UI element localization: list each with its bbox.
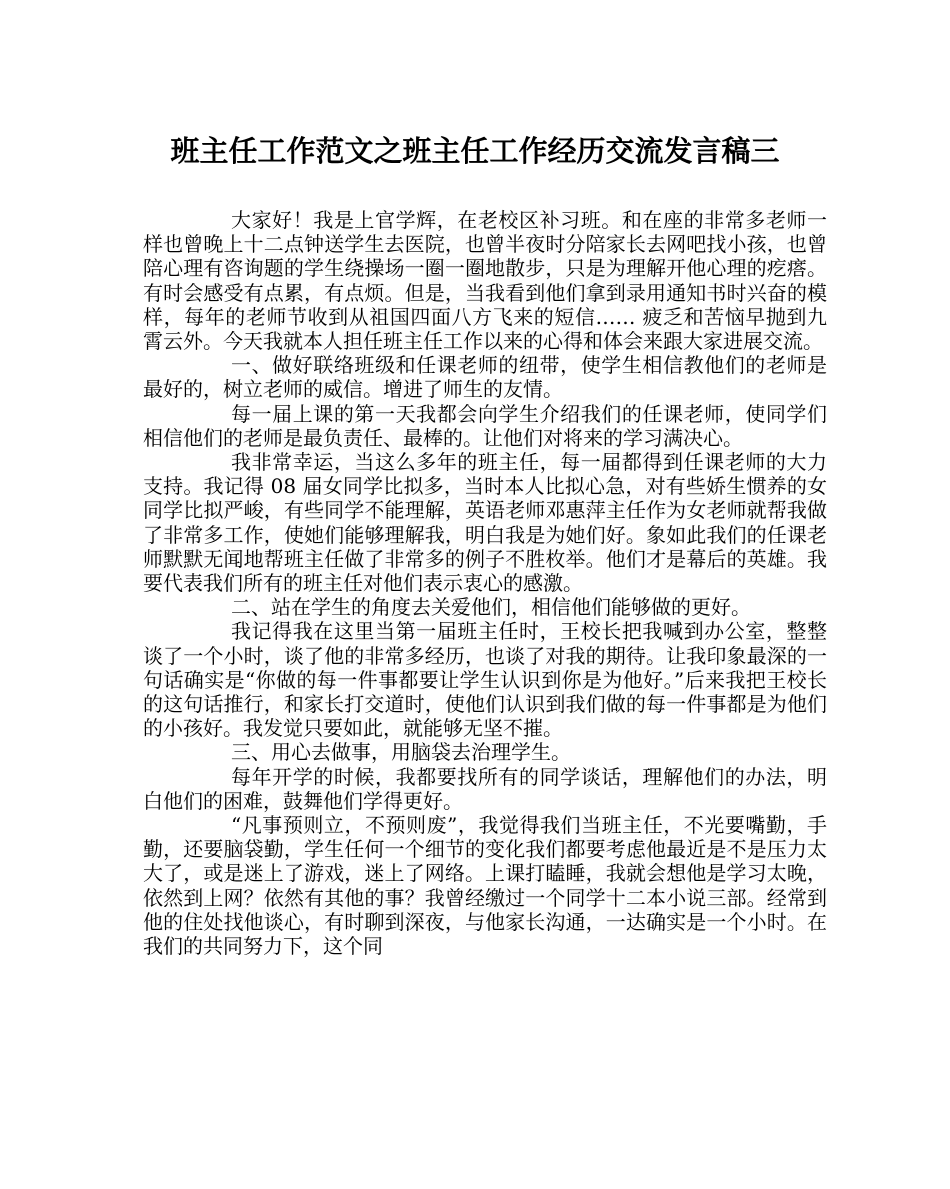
paragraph: 每一届上课的第一天我都会向学生介绍我们的任课老师，使同学们相信他们的老师是最负责任、最棒的。让他们对将来的学习满决心。 bbox=[143, 401, 827, 450]
document-body bbox=[143, 208, 827, 958]
paragraph: 每年开学的时候，我都要找所有的同学谈话，理解他们的办法，明白他们的困难，鼓舞他们学得更好。 bbox=[143, 764, 827, 813]
paragraph: 大家好！我是上官学辉，在老校区补习班。和在座的非常多老师一样也曾晚上十二点钟送学生去医院，也曾半夜时分陪家长去网吧找小孩，也曾陪心理有咨询题的学生绕操场一圈一圈地散步，只是为理解开他心理的疙瘩。有时会感受有点累，有点烦。但是，当我看到他们拿到录用通知书时兴奋的模样，每年的老师节收到从祖国四面八方飞来的短信…… 疲乏和苦恼早抛到九霄云外。今天我就本人担任班主任工作以来的心得和体会来跟大家进展交流。 bbox=[143, 208, 827, 354]
paragraph: 我记得我在这里当第一届班主任时，王校长把我喊到办公室，整整谈了一个小时，谈了他的非常多经历，也谈了对我的期待。让我印象最深的一句话确实是“你做的每一件事都要让学生认识到你是为他好。”后来我把王校长的这句话推行，和家长打交道时，使他们认识到我们做的每一件事都是为他们的小孩好。我发觉只要如此，就能够无坚不摧。 bbox=[143, 619, 827, 741]
paragraph: 三、用心去做事，用脑袋去治理学生。 bbox=[231, 740, 571, 765]
document-title: 班主任工作范文之班主任工作经历交流发言稿三 bbox=[170, 134, 780, 168]
paragraph: 我非常幸运，当这么多年的班主任，每一届都得到任课老师的大力支持。我记得 08 届女同学比拟多，当时本人比拟心急，对有些娇生惯养的女同学比拟严峻，有些同学不能理解，英语老师邓惠萍主任作为女老师就帮我做了非常多工作，使她们能够理解我，明白我是为她们好。象如此我们的任课老师默默无闻地帮班主任做了非常多的例子不胜枚举。他们才是幕后的英雄。我要代表我们所有的班主任对他们表示衷心的感激。 bbox=[143, 450, 827, 596]
paragraph: 二、站在学生的角度去关爱他们，相信他们能够做的更好。 bbox=[231, 595, 751, 620]
paragraph: 一、做好联络班级和任课老师的纽带，使学生相信教他们的老师是最好的，树立老师的威信。增进了师生的友情。 bbox=[143, 353, 827, 402]
paragraph: “凡事预则立，不预则废”，我觉得我们当班主任，不光要嘴勤，手勤，还要脑袋勤，学生任何一个细节的变化我们都要考虑他最近是不是压力太大了，或是迷上了游戏，迷上了网络。上课打瞌睡，我就会想他是学习太晚，依然到上网？依然有其他的事？我曾经缴过一个同学十二本小说三部。经常到他的住处找他谈心，有时聊到深夜，与他家长沟通，一达确实是一个小时。在我们的共同努力下，这个同 bbox=[143, 813, 827, 959]
